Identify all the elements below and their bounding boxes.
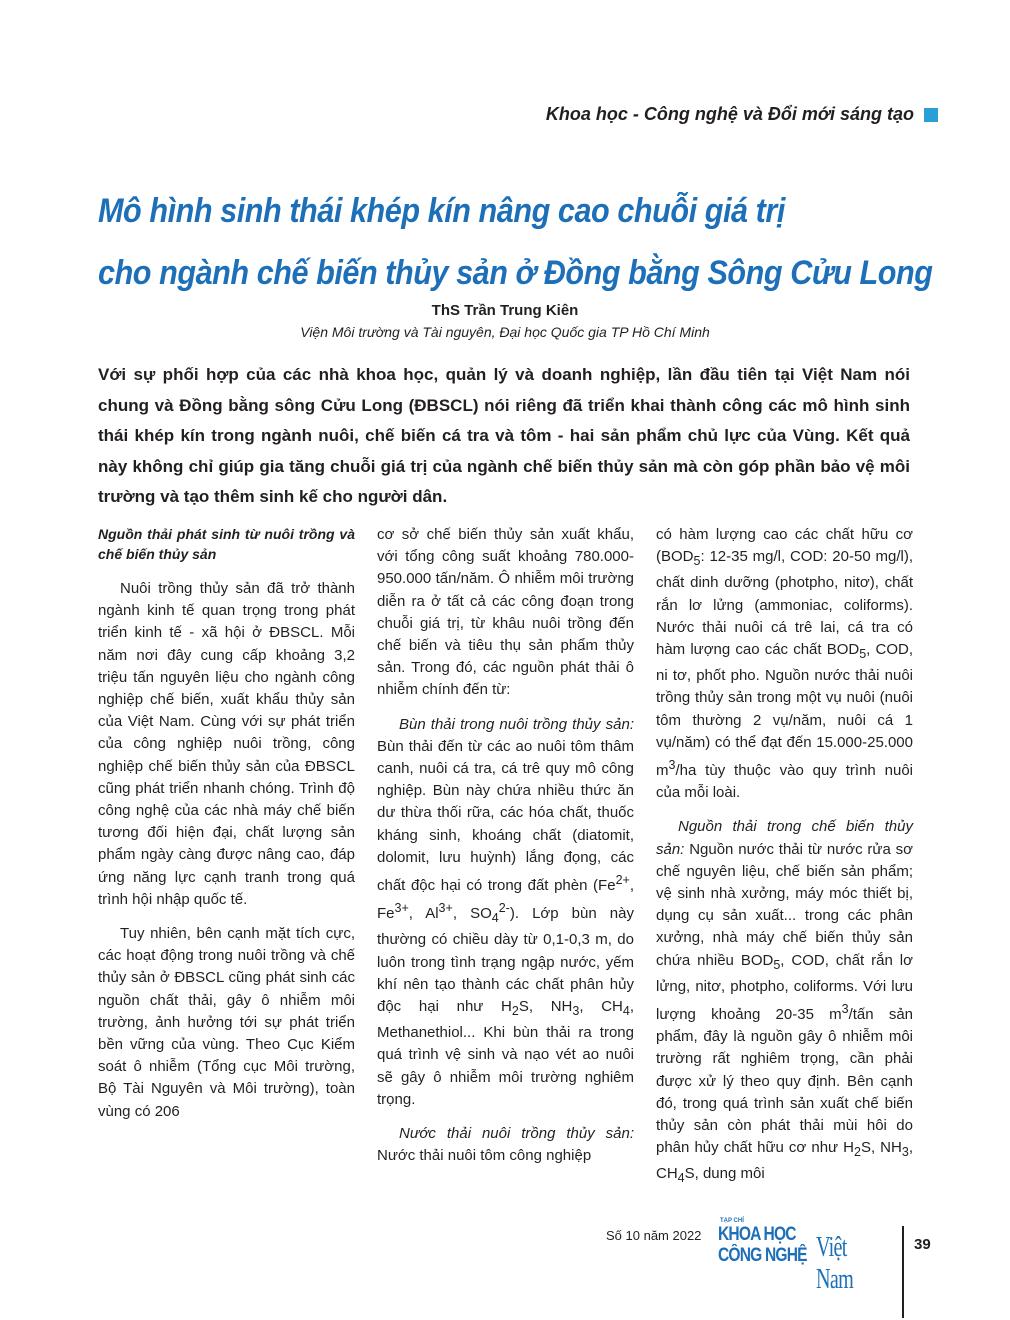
author: ThS Trần Trung Kiên xyxy=(431,302,579,319)
column-1 xyxy=(98,524,355,1204)
logo-line-1: KHOA HỌC xyxy=(718,1224,796,1245)
paragraph: có hàm lượng cao các chất hữu cơ ($BOD_5$: 12-35 mg/l, COD: 20-50 mg/l), chất dinh dưỡng (photpho, nitơ), chất rắn lơ lửng (ammoniac, coliforms). Nước thải nuôi cá trê lai, cá tra có hàm lượng cao các chất $BOD_5$, COD, ni tơ, phốt pho. Nguồn nước thải nuôi trồng thủy sản trong một vụ nuôi (nuôi tôm thường 2 vụ/năm, nuôi cá 1 vụ/năm) có thể đạt đến 15.000-25.000 $m^3/ha$ tùy thuộc vào quy trình nuôi của mỗi loài. xyxy=(656,526,913,802)
title-line: Mô hình sinh thái khép kín nâng cao chuỗi giá trị xyxy=(98,192,785,230)
column-2 xyxy=(377,524,634,1204)
logo-line-2: CÔNG NGHỆ xyxy=(718,1245,807,1266)
paragraph: Bùn thải trong nuôi trồng thủy sản: Bùn thải đến từ các ao nuôi tôm thâm canh, nuôi cá tra, cá trê quy mô công nghiệp. Bùn này chứa nhiều thức ăn dư thừa thối rữa, các hóa chất, thuốc kháng sinh, khoáng chất (diatomit, dolomit, lưu huỳnh) lắng đọng, các chất độc hại có trong đất phèn ($Fe^{2+}$, $Fe^{3+}$, $Al^{3+}$, $SO_4^{2-}$). Lớp bùn này thường có chiều dày từ 0,1-0,3 m, do luôn trong tình trạng ngập nước, yếm khí nên tạo thành các chất phân hủy độc hại như $H_2S$, $NH_3$, $CH_4$, Methanethiol... Khi bùn thải ra trong quá trình vệ sinh và nạo vét ao nuôi sẽ gây ô nhiễm môi trường nghiêm trọng. xyxy=(377,715,635,1108)
section-header xyxy=(546,104,938,125)
footer-divider xyxy=(902,1226,904,1318)
section-marker-icon xyxy=(924,108,938,122)
issue-number: Số 10 năm 2022 xyxy=(606,1228,702,1243)
page-number: 39 xyxy=(914,1236,931,1253)
paragraph-lead: Nguồn thải trong chế biến thủy sản: xyxy=(656,818,913,858)
paragraph: Tuy nhiên, bên cạnh mặt tích cực, các hoạt động trong nuôi trồng và chế thủy sản ở ĐBSCL cũng phát sinh các nguồn chất thải, gây ô nhiễm môi trường, ảnh hưởng tới sự phát triển bền vững của vùng. Theo Cục Kiểm soát ô nhiễm (Tổng cục Môi trường, Bộ Tài Nguyên và Môi trường), toàn vùng có 206 xyxy=(98,925,355,1120)
title-line: cho ngành chế biến thủy sản ở Đồng bằng Sông Cửu Long xyxy=(98,254,933,292)
paragraph-lead: Bùn thải trong nuôi trồng thủy sản: xyxy=(399,715,634,733)
magazine-logo xyxy=(718,1218,893,1295)
paragraph-lead: Nước thải nuôi trồng thủy sản: xyxy=(399,1125,634,1143)
column-3 xyxy=(656,524,913,1204)
section-header-text: Khoa học - Công nghệ và Đổi mới sáng tạo xyxy=(545,104,914,124)
body-columns xyxy=(98,524,914,1204)
logo-vietnam: Việt Nam xyxy=(816,1232,854,1295)
subheading: Nguồn thải phát sinh từ nuôi trồng và chế biến thủy sản xyxy=(98,526,355,562)
paragraph: Nuôi trồng thủy sản đã trở thành ngành kinh tế quan trọng trong phát triển kinh tế - xã hội ở ĐBSCL. Mỗi năm nơi đây cung cấp khoảng 3,2 triệu tấn nguyên liệu cho ngành công nghiệp chế biến, xuất khẩu thủy sản của Việt Nam. Cùng với sự phát triển của công nghiệp nuôi trồng, công nghiệp chế biến thủy sản của ĐBSCL cũng phát triển nhanh chóng. Trình độ công nghệ của các nhà máy chế biến tương đối hiện đại, chất lượng sản phẩm ngày càng được nâng cao, đáp ứng năng lực cạnh tranh trong quá trình hội nhập quốc tế. xyxy=(98,580,355,908)
affiliation: Viện Môi trường và Tài nguyên, Đại học Quốc gia TP Hồ Chí Minh xyxy=(300,324,710,340)
article-title xyxy=(98,180,933,304)
paragraph: cơ sở chế biến thủy sản xuất khẩu, với tổng công suất khoảng 780.000-950.000 tấn/năm. Ô nhiễm môi trường diễn ra ở tất cả các công đoạn trong chuỗi giá trị, từ khâu nuôi trồng đến chế biến và tiêu thụ sản phẩm thủy sản. Trong đó, các nguồn phát thải ô nhiễm chính đến từ: xyxy=(377,526,634,699)
logo-tap-chi: TẠP CHÍ xyxy=(720,1218,744,1224)
paragraph: Nước thải nuôi trồng thủy sản: Nước thải nuôi tôm công nghiệp xyxy=(377,1125,634,1165)
abstract: Với sự phối hợp của các nhà khoa học, quản lý và doanh nghiệp, lần đầu tiên tại Việt Nam nói chung và Đồng bằng sông Cửu Long (ĐBSCL) nói riêng đã triển khai thành công các mô hình sinh thái khép kín trong ngành nuôi, chế biến cá tra và tôm - hai sản phẩm chủ lực của Vùng. Kết quả này không chỉ giúp gia tăng chuỗi giá trị của ngành chế biến thủy sản mà còn góp phần bảo vệ môi trường và tạo thêm sinh kế cho người dân. xyxy=(98,365,910,506)
paragraph: Nguồn thải trong chế biến thủy sản: Nguồn nước thải từ nước rửa sơ chế nguyên liệu, chế biến sản phẩm; vệ sinh nhà xưởng, máy móc thiết bị, dụng cụ sản xuất... trong các phân xưởng, nhà máy chế biến thủy sản chứa nhiều $BOD_5$, COD, chất rắn lơ lửng, nitơ, photpho, coliforms. Với lưu lượng khoảng 20-35 $m^3$/tấn sản phẩm, đây là nguồn gây ô nhiễm môi trường rất nghiêm trọng, cần phải được xử lý theo quy định. Bên cạnh đó, trong quá trình sản xuất chế biến thủy sản còn phát thải mùi hôi do phân hủy chất hữu cơ như $H_2S$, $NH_3$, $CH_4S$, dung môi xyxy=(656,818,914,1186)
